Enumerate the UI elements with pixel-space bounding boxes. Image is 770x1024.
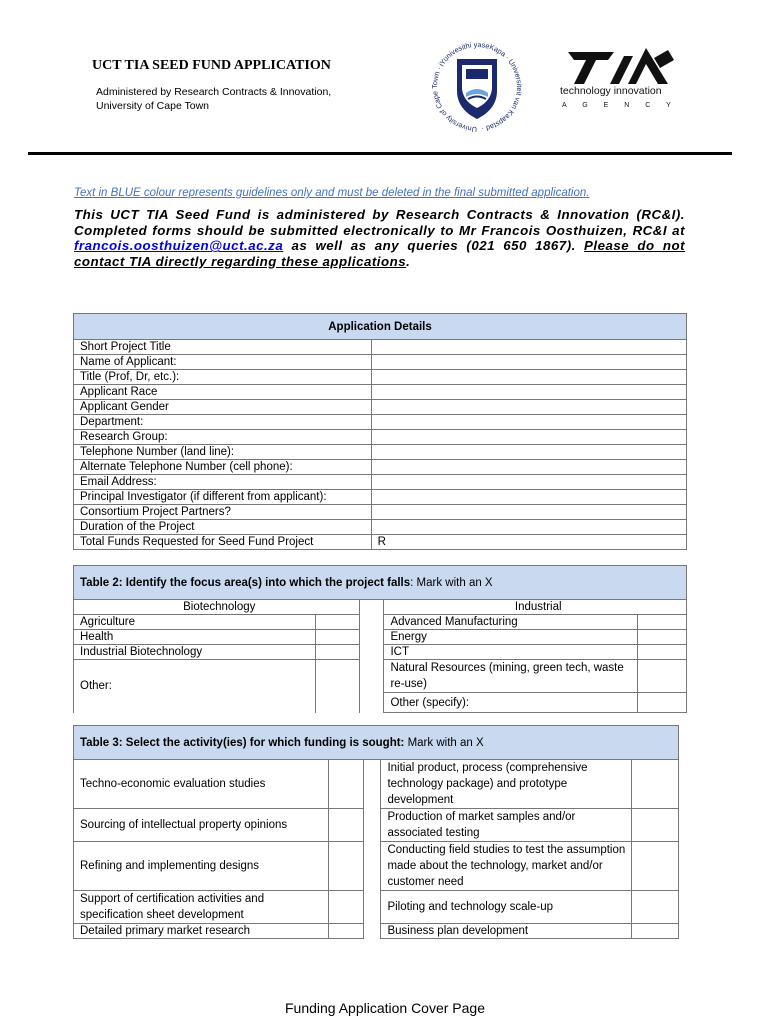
focus-right-label: Natural Resources (mining, green tech, waste re-use) (384, 660, 638, 693)
detail-value-field[interactable] (371, 400, 686, 415)
activity-left-label: Support of certification activities and specification sheet development (74, 891, 329, 924)
focus-right-checkbox[interactable] (638, 660, 687, 693)
focus-left-label: Health (74, 630, 316, 645)
activity-left-label: Detailed primary market research (74, 924, 329, 939)
detail-value-field[interactable] (371, 490, 686, 505)
table2-heading (74, 566, 687, 600)
contact-email-link[interactable]: francois.oosthuizen@uct.ac.za (74, 238, 284, 254)
activity-right-label: Production of market samples and/or associated testing (381, 809, 632, 842)
intro-text-1: This UCT TIA Seed Fund is administered by Research Contracts & Innovation (RC&I). Completed forms should be submitted electronically to Mr Francois Oosthuizen, RC&I at (74, 207, 685, 238)
focus-left-label: Other: (74, 660, 316, 713)
detail-row (74, 520, 687, 535)
detail-value-field[interactable] (371, 520, 686, 535)
detail-label: Duration of the Project (74, 520, 372, 535)
focus-right-label: Advanced Manufacturing (384, 615, 638, 630)
detail-label: Principal Investigator (if different from applicant): (74, 490, 372, 505)
administered-by-line1: Administered by Research Contracts & Innovation, (96, 86, 332, 98)
application-details-heading: Application Details (74, 314, 687, 340)
warning-text: Please do not contact TIA directly regarding these applications (74, 238, 686, 269)
detail-row (74, 430, 687, 445)
detail-value-field[interactable]: R (371, 535, 686, 550)
detail-label: Applicant Gender (74, 400, 372, 415)
focus-left-checkbox[interactable] (315, 615, 359, 630)
detail-label: Total Funds Requested for Seed Fund Project (74, 535, 372, 550)
table3-heading-normal: Mark with an X (404, 736, 484, 749)
detail-value-field[interactable] (371, 430, 686, 445)
focus-right-checkbox[interactable] (638, 630, 687, 645)
focus-right-checkbox[interactable] (638, 615, 687, 630)
table3-heading (74, 726, 679, 760)
activity-left-label: Sourcing of intellectual property opinions (74, 809, 329, 842)
focus-left-label: Agriculture (74, 615, 316, 630)
detail-row (74, 445, 687, 460)
activity-right-label: Initial product, process (comprehensive technology package) and prototype development (381, 760, 632, 809)
table2-heading-bold: Table 2: Identify the focus area(s) into which the project falls (80, 576, 411, 589)
activity-left-checkbox[interactable] (328, 842, 364, 891)
detail-value-field[interactable] (371, 355, 686, 370)
focus-left-checkbox[interactable] (315, 645, 359, 660)
detail-row (74, 475, 687, 490)
focus-right-checkbox[interactable] (638, 693, 687, 713)
detail-label: Consortium Project Partners? (74, 505, 372, 520)
activities-table (73, 725, 679, 939)
focus-right-label: Energy (384, 630, 638, 645)
focus-left-checkbox[interactable] (315, 630, 359, 645)
detail-row (74, 400, 687, 415)
detail-row (74, 370, 687, 385)
detail-label: Research Group: (74, 430, 372, 445)
detail-label: Name of Applicant: (74, 355, 372, 370)
industrial-column-header: Industrial (384, 600, 687, 615)
activity-left-label: Techno-economic evaluation studies (74, 760, 329, 809)
detail-row (74, 535, 687, 550)
biotech-column-header: Biotechnology (74, 600, 360, 615)
detail-value-field[interactable] (371, 475, 686, 490)
detail-row (74, 340, 687, 355)
application-details-table (73, 313, 687, 550)
document-title: UCT TIA SEED FUND APPLICATION (92, 58, 331, 73)
tia-agency-text: A G E N C Y (562, 102, 678, 109)
header-divider (28, 152, 732, 155)
focus-left-checkbox[interactable] (315, 660, 359, 713)
detail-row (74, 385, 687, 400)
table3-heading-bold: Table 3: Select the activity(ies) for which funding is sought: (80, 736, 405, 749)
focus-area-table (73, 565, 687, 713)
intro-end: . (406, 253, 411, 269)
detail-value-field[interactable] (371, 460, 686, 475)
activity-right-checkbox[interactable] (632, 891, 679, 924)
activity-left-checkbox[interactable] (328, 924, 364, 939)
activity-right-checkbox[interactable] (632, 760, 679, 809)
detail-label: Applicant Race (74, 385, 372, 400)
activity-right-label: Business plan development (381, 924, 632, 939)
tia-logo (558, 42, 690, 110)
focus-right-label: Other (specify): (384, 693, 638, 713)
detail-value-field[interactable] (371, 340, 686, 355)
detail-label: Email Address: (74, 475, 372, 490)
detail-value-field[interactable] (371, 370, 686, 385)
detail-value-field[interactable] (371, 505, 686, 520)
intro-paragraph (74, 207, 685, 269)
focus-left-label: Industrial Biotechnology (74, 645, 316, 660)
activity-right-checkbox[interactable] (632, 924, 679, 939)
activity-right-checkbox[interactable] (632, 809, 679, 842)
detail-row (74, 505, 687, 520)
detail-label: Telephone Number (land line): (74, 445, 372, 460)
intro-text-2: as well as any queries (021 650 1867). (283, 238, 585, 254)
detail-row (74, 355, 687, 370)
guideline-note: Text in BLUE colour represents guidelines only and must be deleted in the final submitted application. (74, 187, 590, 199)
uct-logo (420, 37, 534, 137)
activity-left-checkbox[interactable] (328, 809, 364, 842)
detail-label: Department: (74, 415, 372, 430)
detail-value-field[interactable] (371, 385, 686, 400)
tia-wordmark: technology innovation (560, 85, 662, 97)
administered-by-line2: University of Cape Town (96, 100, 210, 112)
table2-heading-normal: : Mark with an X (410, 576, 493, 589)
focus-right-checkbox[interactable] (638, 645, 687, 660)
activity-right-label: Piloting and technology scale-up (381, 891, 632, 924)
detail-row (74, 415, 687, 430)
activity-right-label: Conducting field studies to test the assumption made about the technology, market and/or customer need (381, 842, 632, 891)
detail-label: Short Project Title (74, 340, 372, 355)
activity-left-checkbox[interactable] (328, 760, 364, 809)
activity-left-checkbox[interactable] (328, 891, 364, 924)
detail-row (74, 490, 687, 505)
detail-row (74, 460, 687, 475)
detail-value-field[interactable] (371, 445, 686, 460)
detail-value-field[interactable] (371, 415, 686, 430)
activity-right-checkbox[interactable] (632, 842, 679, 891)
uct-ring-text: University of Cape Town · iYunivesithi yaseKapa · Universiteit van Kaapstad · (430, 39, 525, 135)
focus-right-label: ICT (384, 645, 638, 660)
activity-left-label: Refining and implementing designs (74, 842, 329, 891)
detail-label: Title (Prof, Dr, etc.): (74, 370, 372, 385)
detail-label: Alternate Telephone Number (cell phone): (74, 460, 372, 475)
footer-label: Funding Application Cover Page (284, 1000, 486, 1016)
